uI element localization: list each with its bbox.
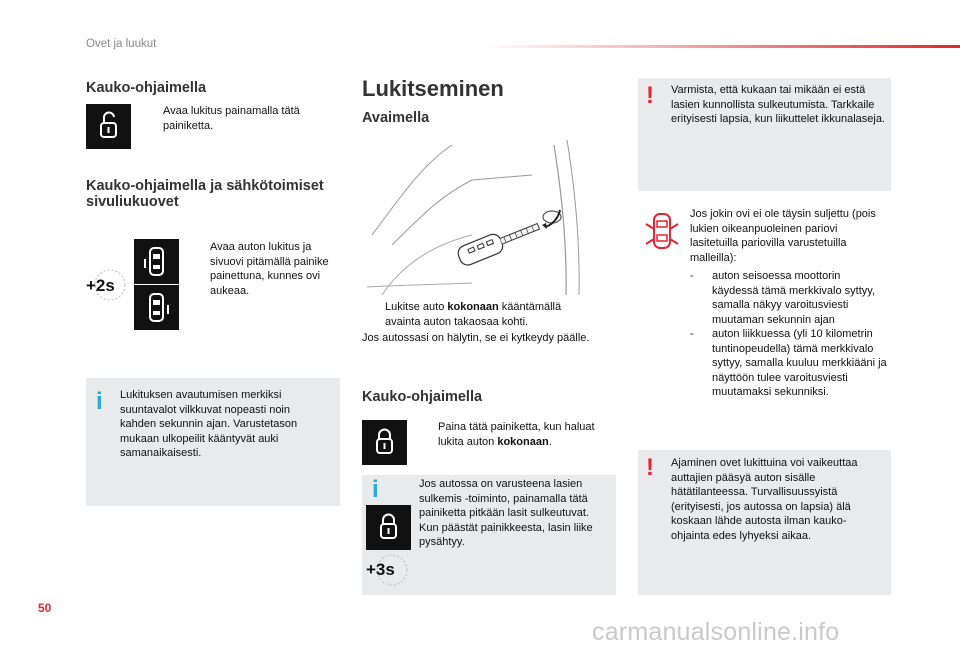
middle-info-text: Jos autossa on varusteena lasien sulkemis -toiminto, painamalla tätä painiketta pitkään lasit sulkeutuvat. Kun päästät painikkeesta, lasin liike pysähtyy. [419,478,593,548]
key-lock-text-bold: kokonaan [447,301,499,313]
remote-lock-text-bold: kokonaan [497,435,549,448]
press-2s-icon [84,266,128,310]
sliding-door-left-icon [134,239,179,284]
press-2s-label: +2s [86,276,115,295]
left-info-text: Lukituksen avautumisen merkiksi suuntavalot vilkkuvat nopeasti noin kahden sekunnin ajan. Varustetason mukaan ulkopeilit kääntyvät auki samanaikaisesti. [120,389,298,459]
sliding-door-right-icon [134,285,179,330]
info-icon: i [372,476,379,503]
list-item [690,269,888,327]
page-title: Lukitseminen [362,76,504,101]
door-warning-list [690,269,888,400]
door-warning-intro: Jos jokin ovi ei ole täysin suljettu (pois lukien oikeanpuoleinen pariovi lasitetuilla pariovilla varustetuilla malleilla): [690,208,876,264]
key-in-door-illustration [362,135,612,295]
header-gradient-bar [478,45,960,48]
lock-button-icon [366,505,411,550]
unlock-button-icon [86,104,131,149]
press-3s-label: +3s [366,560,395,579]
list-dash: - [690,270,694,282]
page-number: 50 [38,601,52,615]
left-sliding-text: Avaa auton lukitus ja sivuovi pitämällä painike painettuna, kunnes ovi aukeaa. [210,241,329,297]
key-lock-text-after: kääntämällä avainta auton takaosaa kohti. [385,301,562,328]
section-header: Ovet ja luukut [86,38,157,50]
press-3s-icon [364,550,410,592]
door-open-warning-icon [641,208,683,256]
right-warning-text-2: Ajaminen ovet lukittuina voi vaikeuttaa auttajien pääsyä auton sisälle hätätilanteessa. Turvallisuussyistä (erityisesti, jos autossa on lapsia) älä koskaan lähde autosta ilman kauko-ohjainta edes lyhyeksi aikaa. [671,457,858,542]
subtitle-remote: Kauko-ohjaimella [362,389,483,405]
left-title-remote: Kauko-ohjaimella [86,80,207,96]
left-unlock-text: Avaa lukitus painamalla tätä painiketta. [163,105,300,132]
right-warning-text-1: Varmista, että kukaan tai mikään ei estä lasien kunnollista sulkeutumista. Tarkkaile erityisesti lapsia, kun liikuttelet ikkunalaseja. [671,84,885,125]
left-title-sliding: Kauko-ohjaimella ja sähkötoimiset sivuliukuovet [86,178,324,210]
remote-lock-text [438,420,613,449]
watermark: carmanualsonline.info [592,618,840,646]
info-icon: i [96,388,103,415]
list-dash: - [690,328,694,340]
subtitle-key: Avaimella [362,110,430,126]
key-lock-text [385,300,590,329]
remote-lock-text-before: Paina tätä painiketta, kun haluat lukita auton [438,421,595,448]
warning-icon: ! [646,454,654,481]
warning-icon: ! [646,82,654,109]
list-item [690,327,888,400]
list-item-text: auton liikkuessa (yli 10 kilometrin tuntinopeudella) tämä merkkivalo syttyy, samalla kuuluu merkkiääni ja näyttöön tulee varoitusviesti muutamaksi sekunniksi. [712,328,887,398]
key-alarm-text: Jos autossasi on hälytin, se ei kytkeydy päälle. [362,332,590,344]
lock-button-icon [362,420,407,465]
list-item-text: auton seisoessa moottorin käydessä tämä merkkivalo syttyy, samalla näkyy varoitusviesti muutaman sekunnin ajan [712,270,876,326]
key-lock-text-before: Lukitse auto [385,301,448,313]
remote-lock-text-after: . [548,435,552,448]
